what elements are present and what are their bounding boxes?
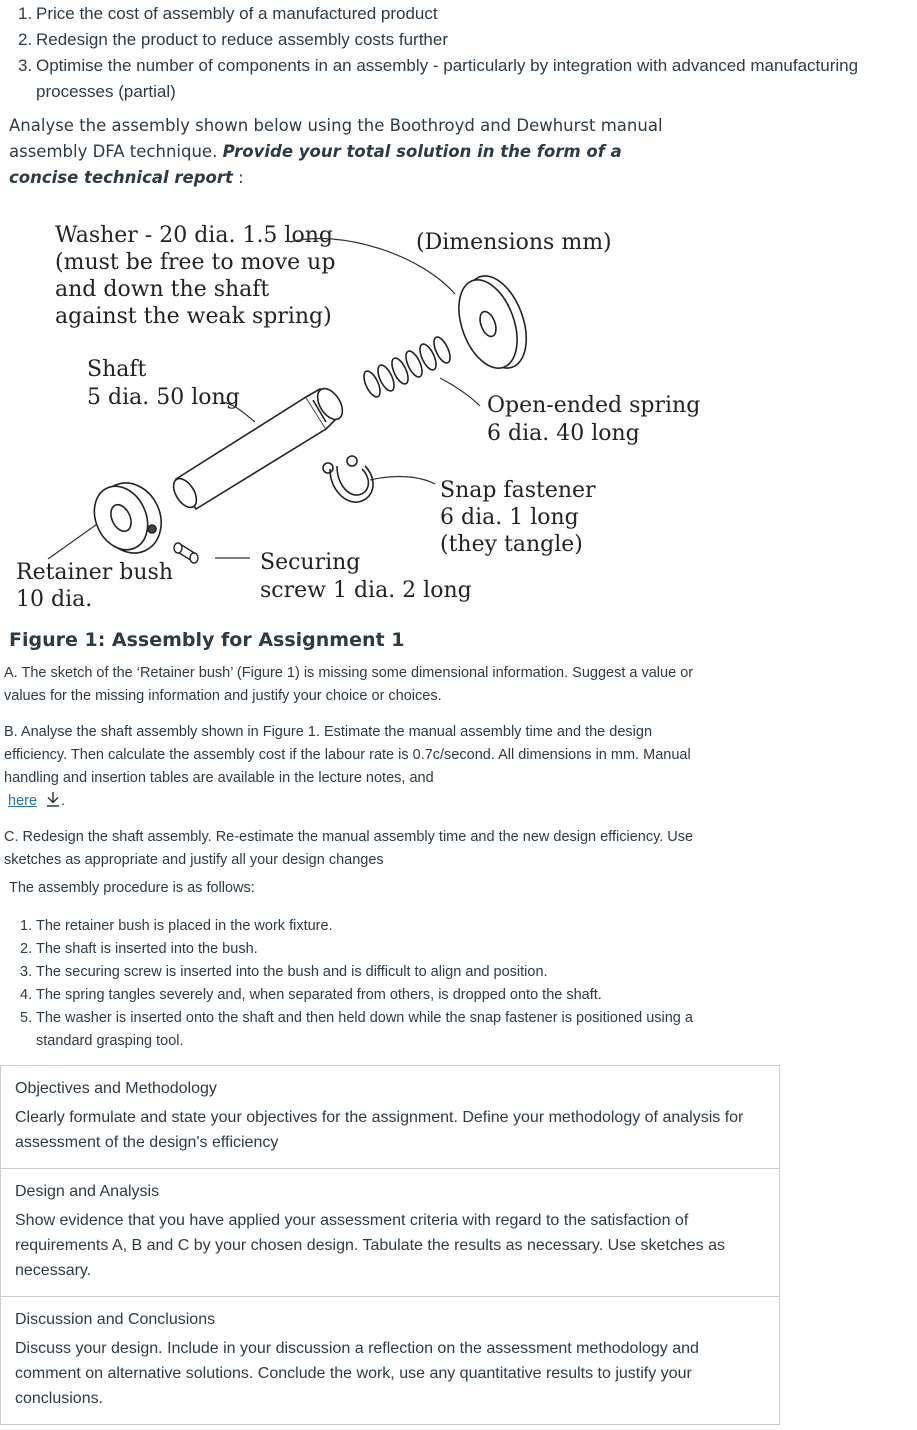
intro-tail: : xyxy=(232,168,244,187)
snap-fastener-note: (they tangle) xyxy=(440,532,583,557)
list-item-text: Redesign the product to reduce assembly costs further xyxy=(36,30,448,49)
list-item: 1. The retainer bush is placed in the work fixture. xyxy=(20,918,333,934)
snap-fastener-drawing xyxy=(323,456,373,502)
washer-label: Washer - 20 dia. 1.5 long xyxy=(55,223,333,248)
spring-dims: 6 dia. 40 long xyxy=(487,421,640,446)
rubric-row-body: Clearly formulate and state your objectives for the assignment. Define your methodology of analysis for assessment of the design's efficiency xyxy=(15,1109,744,1151)
rubric-row-title: Design and Analysis xyxy=(15,1183,160,1200)
list-item-text: The securing screw is inserted into the bush and is difficult to align and position. xyxy=(36,964,548,980)
list-item: 2. The shaft is inserted into the bush. xyxy=(20,941,258,957)
rubric-row xyxy=(1,1297,779,1425)
rubric-row-body: Show evidence that you have applied your assessment criteria with regard to the satisfaction of requirements A, B and C by your chosen design. Tabulate the results as necessary. Use sketches as necessary. xyxy=(15,1212,726,1279)
question-c: C. Redesign the shaft assembly. Re-estimate the manual assembly time and the new design efficiency. Use sketches as appropriate and justify all your design changes xyxy=(4,829,694,868)
list-item: 5. The washer is inserted onto the shaft and then held down while the snap fastener is positioned using a standard grasping tool. xyxy=(20,1010,693,1049)
figure-caption: Figure 1: Assembly for Assignment 1 xyxy=(9,629,405,651)
snap-fastener-dims: 6 dia. 1 long xyxy=(440,505,579,530)
objectives-list xyxy=(18,1,908,105)
shaft-label: Shaft xyxy=(87,357,147,382)
list-item-text: Optimise the number of components in an assembly - particularly by integration with advanced manufacturing processes (partial) xyxy=(36,56,859,101)
rubric-row-title: Discussion and Conclusions xyxy=(15,1311,216,1328)
securing-screw-dims: screw 1 dia. 2 long xyxy=(260,578,472,603)
list-item-text: Price the cost of assembly of a manufactured product xyxy=(36,4,438,23)
tables-download-link[interactable]: here xyxy=(8,793,38,809)
washer-note: and down the shaft xyxy=(55,277,270,302)
procedure-intro: The assembly procedure is as follows: xyxy=(9,880,255,896)
list-item: 3. Optimise the number of components in an assembly - particularly by integration with advanced manufacturing processes (partial) xyxy=(18,56,859,101)
snap-fastener-label: Snap fastener xyxy=(440,478,596,503)
question-b-text: B. Analyse the shaft assembly shown in Figure 1. Estimate the manual assembly time and the design efficiency. Then calculate the assembly cost if the labour rate is 0.7c/second. All dimensions in mm. Manual handling and insertion tables are available in the lecture notes, and xyxy=(4,724,691,786)
spring-label: Open-ended spring xyxy=(487,393,700,418)
spring-drawing xyxy=(361,335,454,399)
list-item-text: The spring tangles severely and, when separated from others, is dropped onto the shaft. xyxy=(36,987,602,1003)
rubric-row xyxy=(1,1169,779,1297)
retainer-bush-label: Retainer bush xyxy=(16,560,173,585)
intro-bold-text: Provide your total solution in the form of a concise technical report xyxy=(9,142,622,187)
bush-leader-line xyxy=(48,522,100,559)
rubric-table xyxy=(0,1065,780,1425)
procedure-list xyxy=(20,915,700,1053)
retainer-bush-dims: 10 dia. xyxy=(16,587,93,612)
rubric-row-body: Discuss your design. Include in your discussion a reflection on the assessment methodology and comment on alternative solutions. Conclude the work, use any quantitative results to justify your conclusions. xyxy=(15,1340,699,1407)
list-item-text: The washer is inserted onto the shaft and then held down while the snap fastener is positioned using a standard grasping tool. xyxy=(36,1010,693,1049)
securing-screw-drawing xyxy=(174,543,198,563)
snap-leader-line xyxy=(370,477,435,484)
list-item: 2. Redesign the product to reduce assembly costs further xyxy=(18,30,448,49)
download-icon[interactable] xyxy=(45,791,61,807)
shaft-dims: 5 dia. 50 long xyxy=(87,385,240,410)
intro-text: Analyse the assembly shown below using the Boothroyd and Dewhurst manual assembly DFA technique. xyxy=(9,116,663,161)
list-item-text: The retainer bush is placed in the work fixture. xyxy=(36,918,333,934)
dimensions-label: (Dimensions mm) xyxy=(416,230,612,255)
washer-note: (must be free to move up xyxy=(55,250,336,275)
rubric-row-title: Objectives and Methodology xyxy=(15,1080,217,1097)
washer-drawing xyxy=(448,268,538,377)
retainer-bush-drawing xyxy=(84,473,172,564)
list-item: 3. The securing screw is inserted into the bush and is difficult to align and position. xyxy=(20,964,548,980)
question-b: B. Analyse the shaft assembly shown in Figure 1. Estimate the manual assembly time and the design efficiency. Then calculate the assembly cost if the labour rate is 0.7c/second. All dimensions in mm. Manual handling and insertion tables are available in the lecture notes, and here . xyxy=(4,724,691,809)
washer-note: against the weak spring) xyxy=(55,304,332,329)
question-a: A. The sketch of the ‘Retainer bush’ (Figure 1) is missing some dimensional information. Suggest a value or values for the missing information and justify your choice or choices. xyxy=(4,665,694,704)
securing-screw-label: Securing xyxy=(260,550,361,575)
assembly-figure xyxy=(0,204,700,624)
intro-paragraph xyxy=(9,113,669,191)
list-item: 1. Price the cost of assembly of a manufactured product xyxy=(18,4,438,23)
spring-leader-line xyxy=(440,378,480,406)
list-item-text: The shaft is inserted into the bush. xyxy=(36,941,258,957)
rubric-row xyxy=(1,1066,779,1169)
list-item: 4. The spring tangles severely and, when separated from others, is dropped onto the shaft. xyxy=(20,987,602,1003)
